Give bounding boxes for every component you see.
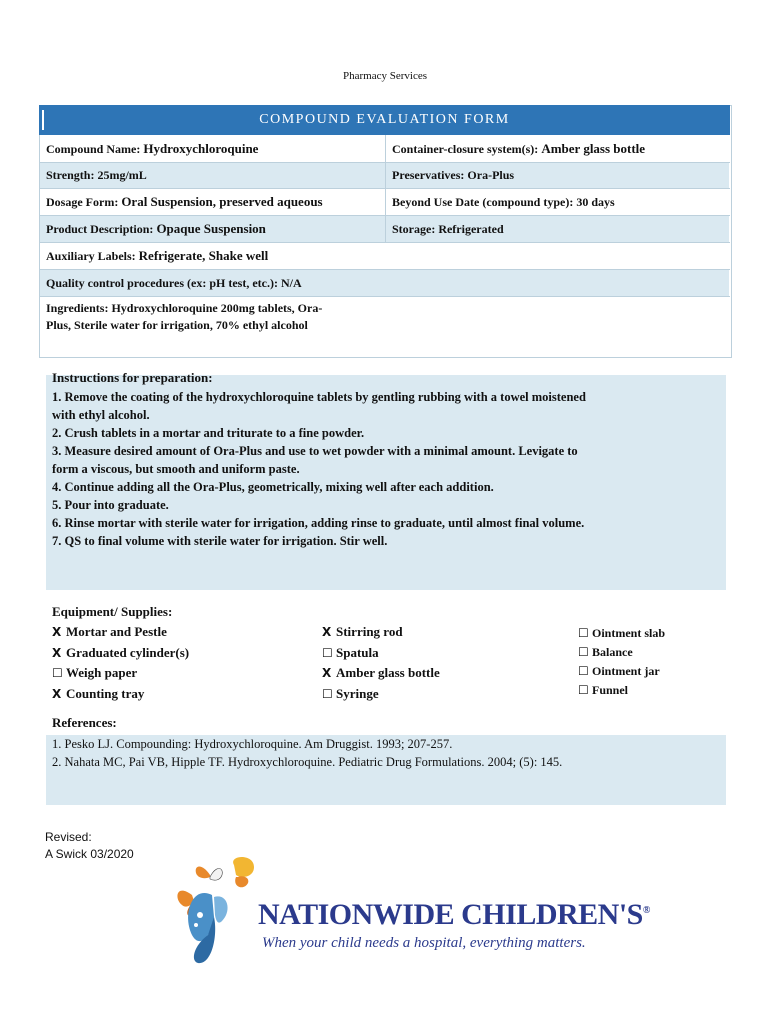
revision-note: [45, 829, 134, 863]
equipment-column-3: [578, 624, 665, 700]
instruction-line: 1. Remove the coating of the hydroxychloroquine tablets by gentling rubbing with a towel moistened: [52, 390, 586, 404]
compound-name-label: Compound Name:: [46, 142, 141, 156]
check-mark: X: [322, 625, 332, 639]
instruction-line: 6. Rinse mortar with sterile water for irrigation, adding rinse to graduate, until almost final volume.: [52, 516, 585, 530]
brand-name-text: NATIONWIDE CHILDREN'S: [258, 898, 643, 931]
revised-label: Revised:: [45, 830, 92, 844]
instruction-line: 4. Continue adding all the Ora-Plus, geometrically, mixing well after each addition.: [52, 480, 494, 494]
dosage-form-value: Oral Suspension, preserved aqueous: [121, 194, 323, 209]
equipment-item: [322, 663, 440, 684]
checkbox-empty: ☐: [578, 645, 589, 659]
equipment-item: [52, 643, 189, 664]
yellow-butterfly-icon: [233, 857, 254, 887]
form-title: COMPOUND EVALUATION FORM: [39, 105, 730, 135]
brand-name: [258, 898, 650, 932]
dosage-form-label: Dosage Form:: [46, 195, 119, 209]
registered-mark: ®: [642, 905, 650, 916]
references-list: [52, 735, 722, 771]
dosage-form-cell: [40, 189, 385, 215]
equipment-label: Funnel: [592, 683, 629, 697]
storage-cell: Storage: Refrigerated: [386, 216, 729, 242]
equipment-item: [578, 643, 665, 662]
equipment-item: [52, 684, 189, 705]
auxiliary-labels-cell: [40, 243, 729, 269]
equipment-label: Mortar and Pestle: [66, 624, 167, 639]
small-butterfly-icon: [196, 867, 223, 881]
title-marker: [42, 110, 44, 130]
instruction-line: 7. QS to final volume with sterile water for irrigation. Stir well.: [52, 534, 388, 548]
instructions-heading: Instructions for preparation:: [52, 370, 213, 385]
department-header: Pharmacy Services: [343, 70, 427, 82]
references-heading: References:: [52, 715, 117, 730]
equipment-item: [322, 622, 440, 643]
row-divider: [39, 296, 730, 297]
instruction-line: 5. Pour into graduate.: [52, 498, 169, 512]
ingredients-line: Plus, Sterile water for irrigation, 70% ethyl alcohol: [46, 318, 308, 332]
row-divider: [39, 215, 730, 216]
equipment-label: Counting tray: [66, 685, 145, 701]
preservatives-cell: Preservatives: Ora-Plus: [386, 162, 729, 188]
auxiliary-labels-label: Auxiliary Labels:: [46, 249, 136, 263]
butterflies-logo-icon: [172, 855, 262, 970]
equipment-column-2: [322, 622, 440, 704]
check-mark: X: [52, 625, 62, 639]
checkbox-empty: ☐: [322, 645, 333, 660]
row-divider: [39, 269, 730, 270]
revised-by: A Swick 03/2020: [45, 847, 134, 861]
checkbox-empty: ☐: [322, 686, 333, 701]
brand-tagline: When your child needs a hospital, everything matters.: [262, 935, 586, 951]
equipment-heading: Equipment/ Supplies:: [52, 604, 173, 619]
equipment-item: [578, 662, 665, 681]
compound-name-cell: [40, 136, 385, 162]
equipment-label: Stirring rod: [336, 624, 403, 639]
product-description-value: Opaque Suspension: [156, 221, 266, 236]
instruction-line: 2. Crush tablets in a mortar and triturate to a fine powder.: [52, 426, 365, 440]
ingredients-cell: [40, 296, 729, 354]
equipment-label: Weigh paper: [66, 665, 138, 680]
container-closure-label: Container-closure system(s):: [392, 142, 539, 156]
instructions-list: [52, 388, 722, 550]
product-description-cell: [40, 216, 385, 242]
reference-item: 1. Pesko LJ. Compounding: Hydroxychloroquine. Am Druggist. 1993; 207-257.: [52, 737, 453, 751]
equipment-label: Spatula: [336, 644, 379, 660]
column-divider: [385, 135, 386, 243]
auxiliary-labels-value: Refrigerate, Shake well: [138, 248, 269, 263]
strength-cell: Strength: 25mg/mL: [40, 162, 385, 188]
equipment-item: [52, 663, 189, 684]
equipment-label: Graduated cylinder(s): [66, 644, 190, 660]
product-description-label: Product Description:: [46, 222, 154, 236]
check-mark: X: [322, 666, 332, 680]
ingredients-line: Ingredients: Hydroxychloroquine 200mg tablets, Ora-: [46, 301, 323, 315]
equipment-label: Ointment slab: [592, 626, 666, 640]
check-mark: X: [52, 645, 62, 660]
beyond-use-date-cell: Beyond Use Date (compound type): 30 days: [392, 195, 615, 209]
equipment-item: [322, 684, 440, 705]
checkbox-empty: ☐: [578, 664, 589, 678]
compound-name-value: Hydroxychloroquine: [143, 141, 259, 156]
reference-item: 2. Nahata MC, Pai VB, Hipple TF. Hydroxychloroquine. Pediatric Drug Formulations. 2004; (5): 145.: [52, 755, 563, 769]
equipment-label: Syringe: [336, 685, 379, 701]
equipment-label: Balance: [592, 645, 633, 659]
row-divider: [39, 242, 730, 243]
container-closure-value: Amber glass bottle: [541, 141, 646, 156]
equipment-column-1: [52, 622, 189, 704]
equipment-item: [578, 681, 665, 700]
equipment-label: Ointment jar: [592, 664, 660, 678]
equipment-item: [322, 643, 440, 664]
checkbox-empty: ☐: [52, 666, 63, 680]
instruction-line: with ethyl alcohol.: [52, 408, 150, 422]
checkbox-empty: ☐: [578, 626, 589, 640]
equipment-label: Amber glass bottle: [336, 665, 440, 680]
check-mark: X: [52, 686, 62, 701]
container-closure-cell: [386, 136, 729, 162]
equipment-item: [578, 624, 665, 643]
row-divider: [39, 162, 730, 163]
equipment-item: [52, 622, 189, 643]
instruction-line: form a viscous, but smooth and uniform paste.: [52, 462, 300, 476]
checkbox-empty: ☐: [578, 683, 589, 697]
row-divider: [39, 188, 730, 189]
blue-butterfly-icon: [188, 893, 227, 963]
quality-control-cell: Quality control procedures (ex: pH test, etc.): N/A: [40, 270, 729, 296]
instruction-line: 3. Measure desired amount of Ora-Plus and use to wet powder with a minimal amount. Levigate to: [52, 444, 578, 458]
